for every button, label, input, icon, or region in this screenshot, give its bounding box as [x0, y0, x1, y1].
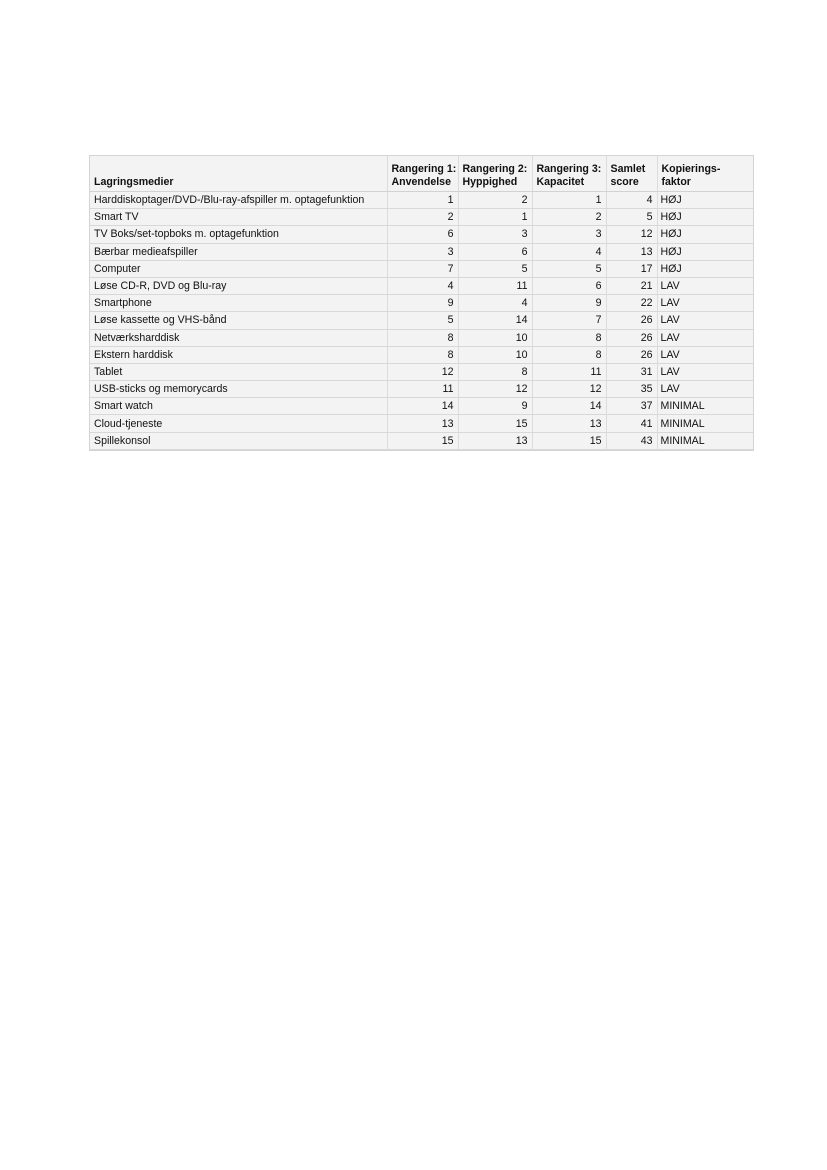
- table-row: [90, 226, 753, 243]
- cell-total-score: 22: [606, 295, 657, 312]
- cell-storage-medium: Ekstern harddisk: [90, 346, 387, 363]
- cell-total-score: 43: [606, 432, 657, 449]
- table-row: [90, 363, 753, 380]
- header-ranking-3: Rangering 3: Kapacitet: [532, 156, 606, 192]
- cell-ranking-1: 2: [387, 209, 458, 226]
- cell-ranking-1: 15: [387, 432, 458, 449]
- cell-ranking-2: 12: [458, 381, 532, 398]
- cell-copy-factor: LAV: [657, 381, 753, 398]
- cell-ranking-3: 13: [532, 415, 606, 432]
- cell-copy-factor: MINIMAL: [657, 398, 753, 415]
- cell-copy-factor: HØJ: [657, 226, 753, 243]
- table-row: [90, 209, 753, 226]
- header-ranking-1: Rangering 1: Anvendelse: [387, 156, 458, 192]
- header-copy-factor: Kopierings- faktor: [657, 156, 753, 192]
- cell-ranking-1: 8: [387, 346, 458, 363]
- cell-ranking-2: 10: [458, 346, 532, 363]
- cell-ranking-3: 15: [532, 432, 606, 449]
- cell-storage-medium: Løse CD-R, DVD og Blu-ray: [90, 277, 387, 294]
- cell-ranking-1: 11: [387, 381, 458, 398]
- cell-ranking-1: 4: [387, 277, 458, 294]
- cell-ranking-2: 13: [458, 432, 532, 449]
- cell-copy-factor: LAV: [657, 312, 753, 329]
- cell-ranking-3: 2: [532, 209, 606, 226]
- cell-copy-factor: MINIMAL: [657, 432, 753, 449]
- cell-total-score: 4: [606, 192, 657, 209]
- cell-copy-factor: LAV: [657, 277, 753, 294]
- cell-ranking-2: 6: [458, 243, 532, 260]
- cell-storage-medium: Tablet: [90, 363, 387, 380]
- cell-copy-factor: HØJ: [657, 209, 753, 226]
- header-ranking-2: Rangering 2: Hyppighed: [458, 156, 532, 192]
- header-total-score: Samlet score: [606, 156, 657, 192]
- cell-ranking-2: 1: [458, 209, 532, 226]
- cell-ranking-1: 7: [387, 260, 458, 277]
- cell-total-score: 26: [606, 312, 657, 329]
- storage-media-table: [90, 156, 753, 450]
- table-row: [90, 295, 753, 312]
- cell-storage-medium: TV Boks/set-topboks m. optagefunktion: [90, 226, 387, 243]
- cell-ranking-2: 5: [458, 260, 532, 277]
- cell-copy-factor: MINIMAL: [657, 415, 753, 432]
- header-storage-media: Lagringsmedier: [90, 156, 387, 192]
- cell-copy-factor: HØJ: [657, 192, 753, 209]
- table-row: [90, 260, 753, 277]
- cell-storage-medium: Harddiskoptager/DVD-/Blu-ray-afspiller m. optagefunktion: [90, 192, 387, 209]
- table-row: [90, 432, 753, 449]
- cell-total-score: 37: [606, 398, 657, 415]
- cell-ranking-3: 11: [532, 363, 606, 380]
- cell-total-score: 26: [606, 329, 657, 346]
- cell-ranking-3: 3: [532, 226, 606, 243]
- cell-ranking-1: 13: [387, 415, 458, 432]
- table-row: [90, 329, 753, 346]
- storage-media-table-container: [89, 155, 754, 451]
- cell-ranking-2: 4: [458, 295, 532, 312]
- cell-ranking-2: 14: [458, 312, 532, 329]
- table-header-row: [90, 156, 753, 192]
- cell-ranking-1: 3: [387, 243, 458, 260]
- cell-storage-medium: USB-sticks og memorycards: [90, 381, 387, 398]
- cell-ranking-1: 12: [387, 363, 458, 380]
- cell-total-score: 12: [606, 226, 657, 243]
- cell-ranking-3: 5: [532, 260, 606, 277]
- cell-ranking-1: 14: [387, 398, 458, 415]
- cell-ranking-2: 2: [458, 192, 532, 209]
- cell-ranking-1: 1: [387, 192, 458, 209]
- table-row: [90, 312, 753, 329]
- cell-storage-medium: Løse kassette og VHS-bånd: [90, 312, 387, 329]
- cell-total-score: 5: [606, 209, 657, 226]
- cell-copy-factor: LAV: [657, 329, 753, 346]
- cell-total-score: 13: [606, 243, 657, 260]
- table-row: [90, 243, 753, 260]
- cell-ranking-3: 6: [532, 277, 606, 294]
- cell-total-score: 41: [606, 415, 657, 432]
- cell-ranking-3: 7: [532, 312, 606, 329]
- cell-total-score: 26: [606, 346, 657, 363]
- table-row: [90, 192, 753, 209]
- cell-ranking-3: 12: [532, 381, 606, 398]
- cell-ranking-3: 4: [532, 243, 606, 260]
- cell-copy-factor: HØJ: [657, 260, 753, 277]
- cell-ranking-3: 9: [532, 295, 606, 312]
- cell-ranking-1: 9: [387, 295, 458, 312]
- cell-ranking-3: 1: [532, 192, 606, 209]
- cell-ranking-2: 3: [458, 226, 532, 243]
- cell-ranking-3: 8: [532, 329, 606, 346]
- table-row: [90, 277, 753, 294]
- cell-storage-medium: Spillekonsol: [90, 432, 387, 449]
- cell-storage-medium: Netværksharddisk: [90, 329, 387, 346]
- cell-copy-factor: LAV: [657, 363, 753, 380]
- cell-total-score: 17: [606, 260, 657, 277]
- cell-copy-factor: LAV: [657, 295, 753, 312]
- cell-ranking-1: 5: [387, 312, 458, 329]
- table-row: [90, 398, 753, 415]
- cell-copy-factor: LAV: [657, 346, 753, 363]
- cell-copy-factor: HØJ: [657, 243, 753, 260]
- cell-ranking-2: 9: [458, 398, 532, 415]
- table-row: [90, 381, 753, 398]
- cell-storage-medium: Smartphone: [90, 295, 387, 312]
- cell-ranking-1: 8: [387, 329, 458, 346]
- cell-ranking-3: 14: [532, 398, 606, 415]
- cell-storage-medium: Computer: [90, 260, 387, 277]
- cell-total-score: 21: [606, 277, 657, 294]
- table-row: [90, 346, 753, 363]
- cell-storage-medium: Cloud-tjeneste: [90, 415, 387, 432]
- cell-storage-medium: Smart TV: [90, 209, 387, 226]
- cell-storage-medium: Bærbar medieafspiller: [90, 243, 387, 260]
- cell-ranking-2: 15: [458, 415, 532, 432]
- cell-ranking-2: 11: [458, 277, 532, 294]
- cell-storage-medium: Smart watch: [90, 398, 387, 415]
- cell-ranking-1: 6: [387, 226, 458, 243]
- cell-ranking-2: 8: [458, 363, 532, 380]
- cell-total-score: 35: [606, 381, 657, 398]
- cell-total-score: 31: [606, 363, 657, 380]
- table-row: [90, 415, 753, 432]
- cell-ranking-2: 10: [458, 329, 532, 346]
- cell-ranking-3: 8: [532, 346, 606, 363]
